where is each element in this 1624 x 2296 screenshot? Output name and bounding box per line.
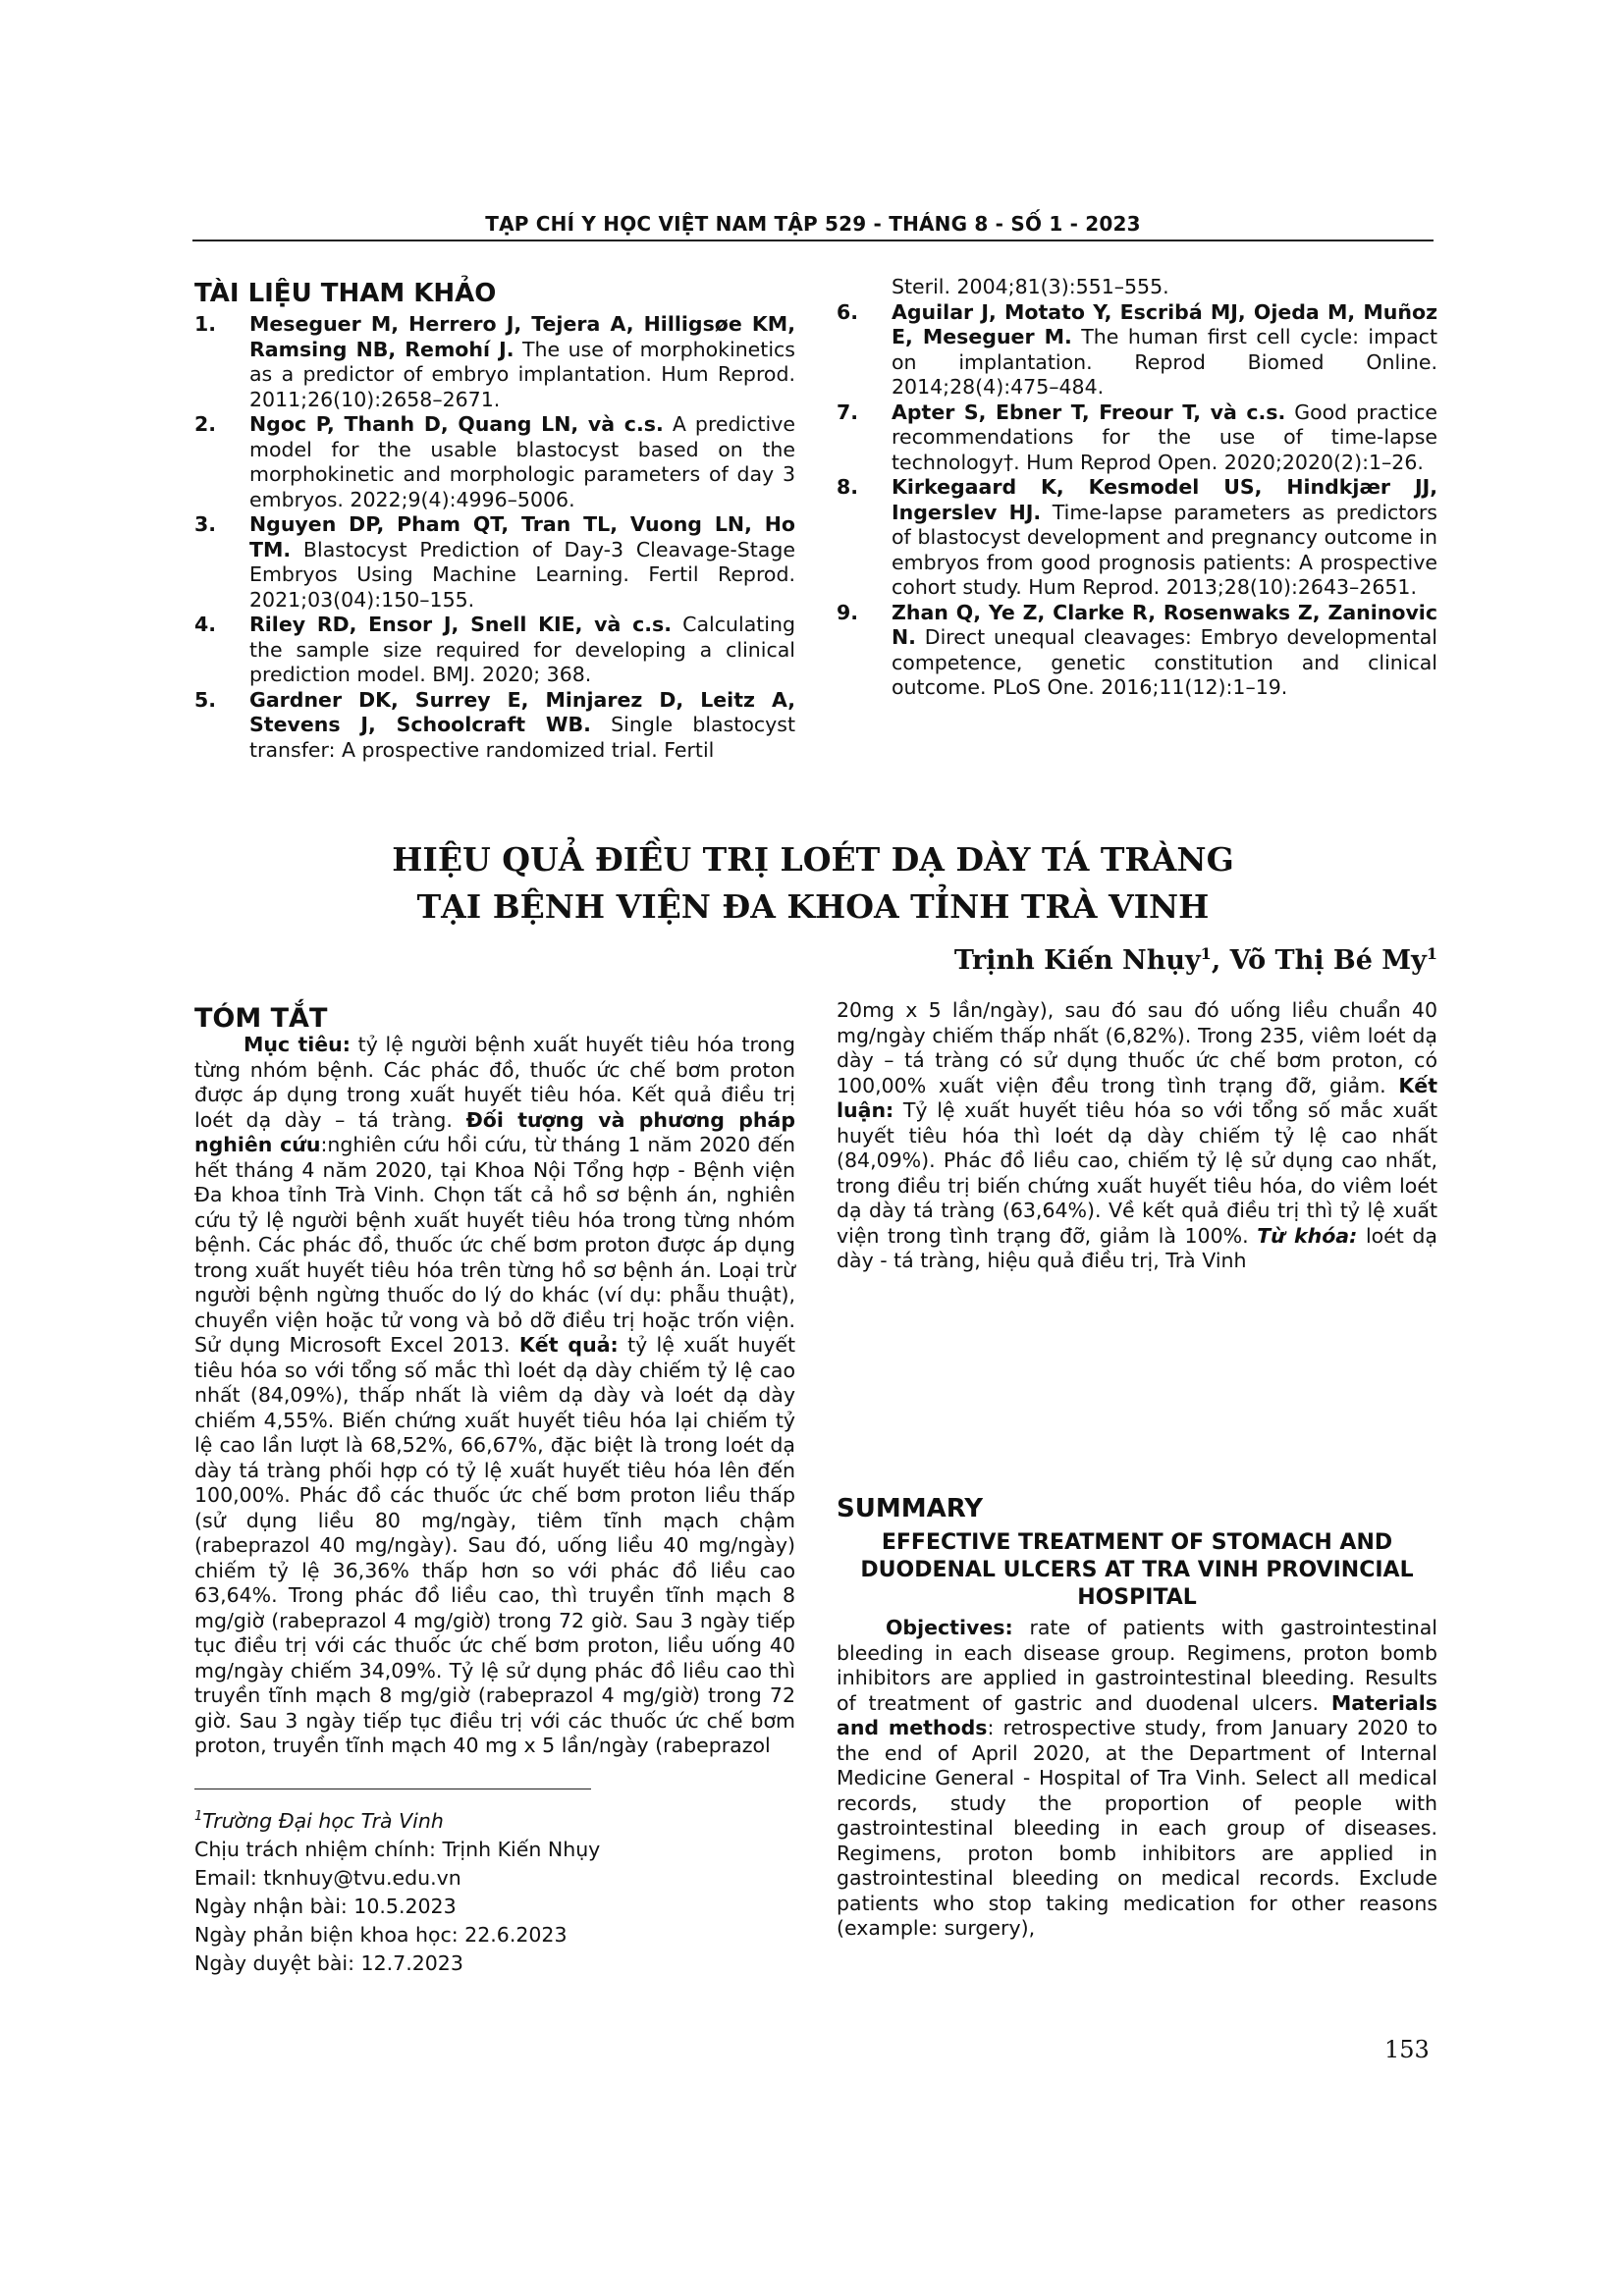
reference-item bbox=[837, 400, 1437, 476]
footnote-reviewed-date: Ngày phản biện khoa học: 22.6.2023 bbox=[194, 1922, 568, 1947]
reference-number: 8. bbox=[837, 475, 859, 499]
summary-body bbox=[837, 1616, 1437, 1942]
reference-authors: Gardner DK, Surrey E, Minjarez D, Leitz A, Stevens J, Schoolcraft WB. bbox=[249, 687, 795, 736]
reference-item bbox=[837, 300, 1437, 400]
footnote-received-date: Ngày nhận bài: 10.5.2023 bbox=[194, 1894, 457, 1918]
references-heading: TÀI LIỆU THAM KHẢO bbox=[194, 279, 497, 308]
reference-item bbox=[837, 475, 1437, 601]
references-right-column bbox=[837, 275, 1437, 701]
article-title-line-2: TẠI BỆNH VIỆN ĐA KHOA TỈNH TRÀ VINH bbox=[416, 887, 1210, 926]
reference-continuation-text: Steril. 2004;81(3):551–555. bbox=[892, 275, 1169, 298]
abstract-objective-text: tỷ lệ người bệnh xuất huyết tiêu hóa trong từng nhóm bệnh. Các phác đồ, thuốc ức chế bơm proton được áp dụng trong xuất huyết tiêu hóa. Kết quả điều trị loét dạ dày – tá tràng. bbox=[194, 1033, 795, 1132]
reference-number: 4. bbox=[194, 613, 217, 636]
reference-number: 2. bbox=[194, 412, 217, 436]
reference-number: 7. bbox=[837, 400, 859, 424]
reference-authors: Kirkegaard K, Kesmodel US, Hindkjær JJ, Ingerslev HJ. bbox=[892, 475, 1437, 524]
reference-item bbox=[194, 412, 795, 512]
article-title bbox=[192, 836, 1434, 931]
footnote-affiliation bbox=[194, 1802, 600, 1836]
abstract-paragraph bbox=[194, 1033, 795, 1759]
footnote-email: Email: tknhuy@tvu.edu.vn bbox=[194, 1865, 461, 1890]
page-number: 153 bbox=[1384, 2036, 1430, 2063]
reference-item bbox=[194, 312, 795, 412]
reference-item bbox=[837, 601, 1437, 701]
header-rule bbox=[192, 240, 1434, 241]
author-name: Trịnh Kiến Nhụy bbox=[953, 945, 1201, 976]
abstract-keywords-text: loét dạ dày - tá tràng, hiệu quả điều trị, Trà Vinh bbox=[837, 1223, 1437, 1272]
abstract-left-column bbox=[194, 1033, 795, 1759]
reference-item bbox=[194, 688, 795, 764]
reference-text: A predictive model for the usable blastocyst based on the morphokinetic and morphologic parameters of day 3 embryos. 2022;9(4):4996–5006. bbox=[249, 412, 795, 511]
reference-authors: Riley RD, Ensor J, Snell KIE, và c.s. bbox=[249, 613, 673, 636]
abstract-conclusion-text: Tỷ lệ xuất huyết tiêu hóa so với tổng số mắc xuất huyết tiêu hóa thì loét dạ dày chiếm tỷ lệ cao nhất (84,09%). Phác đồ liều cao, chiếm tỷ lệ sử dụng cao nhất, trong điều trị biến chứng xuất huyết tiêu hóa, do viêm loét dạ dày tá tràng (63,64%). Về kết quả điều trị thì tỷ lệ xuất viện trong tình trạng đỡ, giảm là 100%. bbox=[837, 1098, 1437, 1248]
article-authors: Trịnh Kiến Nhụy$^1$, Võ Thị Bé My$^1$ bbox=[953, 944, 1437, 976]
reference-authors: Aguilar J, Motato Y, Escribá MJ, Ojeda M, Muñoz E, Meseguer M. bbox=[892, 299, 1437, 348]
reference-item bbox=[194, 613, 795, 688]
reference-authors: Meseguer M, Herrero J, Tejera A, Hilligsøe KM, Ramsing NB, Remohí J. bbox=[249, 312, 795, 361]
abstract-methods-text: :nghiên cứu hồi cứu, từ tháng 1 năm 2020 đến hết tháng 4 năm 2020, tại Khoa Nội Tổng hợp - Bệnh viện Đa khoa tỉnh Trà Vinh. Chọn tất cả hồ sơ bệnh án, nghiên cứu tỷ lệ người bệnh xuất huyết tiêu hóa trong từng nhóm bệnh. Các phác đồ, thuốc ức chế bơm proton được áp dụng trong xuất huyết tiêu hóa trên từng hồ sơ bệnh án. Loại trừ người bệnh ngừng thuốc do lý do khác (ví dụ: phẫu thuật), chuyển viện hoặc tử vong và bỏ dỡ điều trị hoặc trốn viện. Sử dụng Microsoft Excel 2013. bbox=[194, 1133, 795, 1357]
author-name: Võ Thị Bé My bbox=[1229, 945, 1427, 976]
reference-text: Blastocyst Prediction of Day-3 Cleavage-Stage Embryos Using Machine Learning. Fertil Reprod. 2021;03(04):150–155. bbox=[249, 537, 795, 612]
reference-text: The use of morphokinetics as a predictor of embryo implantation. Hum Reprod. 2011;26(10):2658–2671. bbox=[249, 337, 795, 411]
author-affiliation-mark: 1 bbox=[1200, 944, 1212, 963]
abstract-results-text: tỷ lệ xuất huyết tiêu hóa so với tổng số mắc thì loét dạ dày chiếm tỷ lệ cao nhất (84,09%), thấp nhất là viêm dạ dày và loét dạ dày chiếm 4,55%. Biến chứng xuất huyết tiêu hóa lại chiếm tỷ lệ cao lần lượt là 68,52%, 66,67%, đặc biệt là trong loét dạ dày tá tràng phối hợp có tỷ lệ xuất huyết tiêu hóa lên đến 100,00%. Phác đồ các thuốc ức chế bơm proton liều thấp (sử dụng liều 80 mg/ngày, tiêm tĩnh mạch chậm (rabeprazol 40 mg/ngày). Sau đó, uống liều 40 mg/ngày) chiếm tỷ lệ 36,36% thấp hơn so với phác đồ liều cao 63,64%. Trong phác đồ liều cao, thì truyền tĩnh mạch 8 mg/giờ (rabeprazol 4 mg/giờ) trong 72 giờ. Sau 3 ngày tiếp tục điều trị với các thuốc ức chế bơm proton, liều uống 40 mg/ngày chiếm 34,09%. Tỷ lệ sử dụng phác đồ liều cao thì truyền tĩnh mạch 8 mg/giờ (rabeprazol 4 mg/giờ) trong 72 giờ. Sau 3 ngày tiếp tục điều trị với các thuốc ức chế bơm proton, truyền tĩnh mạch 40 mg x 5 lần/ngày (rabeprazol bbox=[194, 1333, 795, 1757]
summary-methods-text: : retrospective study, from January 2020 to the end of April 2020, at the Department of Internal Medicine General - Hospital of Tra Vinh. Select all medical records, study the proportion of people with gastrointestinal bleeding in each group of diseases. Regimens, proton bomb inhibitors are applied in gastrointestinal bleeding on medical records. Exclude patients who stop taking medication for other reasons (example: surgery), bbox=[837, 1716, 1437, 1940]
reference-text: Good practice recommendations for the use of time-lapse technology†. Hum Reprod Open. 2020;2020(2):1–26. bbox=[892, 400, 1438, 474]
reference-authors: Ngoc P, Thanh D, Quang LN, và c.s. bbox=[249, 412, 664, 436]
abstract-heading: TÓM TẮT bbox=[194, 1003, 328, 1034]
summary-methods-label: Materials and methods bbox=[837, 1690, 1437, 1739]
journal-header: TẠP CHÍ Y HỌC VIỆT NAM TẬP 529 - THÁNG 8 - SỐ 1 - 2023 bbox=[485, 212, 1141, 236]
reference-number: 3. bbox=[194, 512, 217, 536]
footnote-affiliation-text: Trường Đại học Trà Vinh bbox=[202, 1808, 444, 1833]
abstract-methods-label: Đối tượng và phương pháp nghiên cứu bbox=[194, 1107, 795, 1156]
footnote-responsible: Chịu trách nhiệm chính: Trịnh Kiến Nhụy bbox=[194, 1837, 601, 1861]
references-left-column bbox=[194, 312, 795, 763]
reference-number: 9. bbox=[837, 600, 859, 624]
reference-authors: Zhan Q, Ye Z, Clarke R, Rosenwaks Z, Zaninovic N. bbox=[892, 600, 1437, 649]
reference-item bbox=[194, 512, 795, 613]
reference-number: 1. bbox=[194, 312, 217, 336]
summary-paragraph bbox=[837, 1616, 1437, 1942]
footnote-affiliation-mark: 1 bbox=[194, 1809, 203, 1824]
reference-text: Single blastocyst transfer: A prospective randomized trial. Fertil bbox=[249, 713, 795, 762]
reference-number: 6. bbox=[837, 299, 859, 324]
summary-objectives-label: Objectives: bbox=[886, 1616, 1013, 1639]
abstract-paragraph-continued bbox=[837, 998, 1437, 1274]
abstract-conclusion-label: Kết luận: bbox=[837, 1073, 1437, 1122]
summary-title: EFFECTIVE TREATMENT OF STOMACH AND DUODENAL ULCERS AT TRA VINH PROVINCIAL HOSPITAL bbox=[860, 1530, 1414, 1610]
reference-authors: Nguyen DP, Pham QT, Tran TL, Vuong LN, Ho TM. bbox=[249, 512, 795, 561]
abstract-objective-label: Mục tiêu: bbox=[244, 1033, 351, 1056]
reference-text: Calculating the sample size required for developing a clinical prediction model. BMJ. 2020; 368. bbox=[249, 613, 795, 686]
article-title-line-1: HIỆU QUẢ ĐIỀU TRỊ LOÉT DẠ DÀY TÁ TRÀNG bbox=[392, 840, 1234, 879]
abstract-keywords-label: Từ khóa: bbox=[1257, 1223, 1358, 1248]
abstract-results-label: Kết quả: bbox=[518, 1333, 619, 1357]
reference-continuation bbox=[837, 275, 1437, 300]
summary-heading: SUMMARY bbox=[837, 1494, 984, 1523]
abstract-results-text: 20mg x 5 lần/ngày), sau đó sau đó uống liều chuẩn 40 mg/ngày chiếm thấp nhất (6,82%). Trong 235, viêm loét dạ dày – tá tràng có sử dụng thuốc ức chế bơm proton, có 100,00% xuất viện đều trong tình trạng đỡ, giảm. bbox=[837, 998, 1437, 1097]
author-affiliation-mark: 1 bbox=[1426, 944, 1437, 963]
footnote-accepted-date: Ngày duyệt bài: 12.7.2023 bbox=[194, 1950, 463, 1975]
reference-text: Direct unequal cleavages: Embryo developmental competence, genetic constitution and clinical outcome. PLoS One. 2016;11(12):1–19. bbox=[892, 625, 1437, 699]
reference-authors: Apter S, Ebner T, Freour T, và c.s. bbox=[892, 400, 1286, 424]
abstract-right-column bbox=[837, 998, 1437, 1274]
summary-objectives-text: rate of patients with gastrointestinal bleeding in each disease group. Regimens, proton bomb inhibitors are applied in gastrointestinal bleeding. Results of treatment of gastric and duodenal ulcers. bbox=[837, 1616, 1437, 1715]
reference-text: Time-lapse parameters as predictors of blastocyst development and pregnancy outcome in embryos from good prognosis patients: A prospective cohort study. Hum Reprod. 2013;28(10):2643–2651. bbox=[892, 500, 1437, 599]
reference-number: 5. bbox=[194, 687, 217, 712]
reference-text: The human first cell cycle: impact on implantation. Reprod Biomed Online. 2014;28(4):475–484. bbox=[892, 325, 1437, 399]
footnotes bbox=[194, 1802, 600, 1978]
